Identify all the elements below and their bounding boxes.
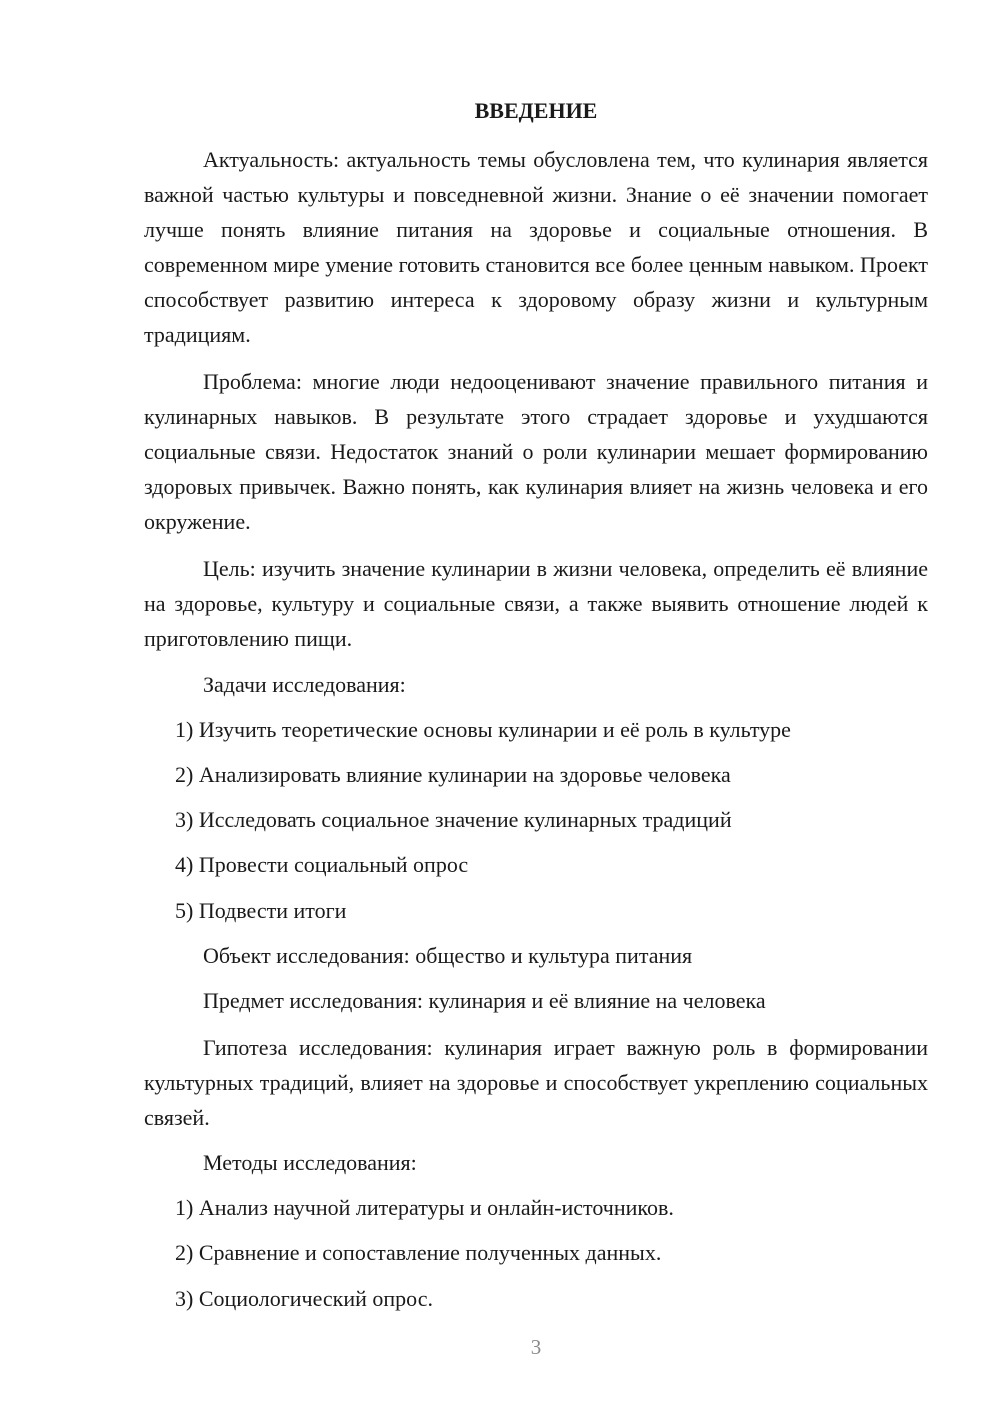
method-item: 2) Сравнение и сопоставление полученных данных. [175,1240,662,1265]
relevance-paragraph: Актуальность: актуальность темы обусловлена тем, что кулинария является важной частью культуры и повседневной жизни. Знание о её значении помогает лучше понять влияние питания на здоровье и социальные отношения. В современном мире умение готовить становится все более ценным навыком. Проект способствует развитию интереса к здоровому образу жизни и культурным традициям. [144,147,928,347]
research-subject: Предмет исследования: кулинария и её влияние на человека [203,988,766,1013]
page-number: 3 [530,1335,542,1359]
method-item: 3) Социологический опрос. [175,1286,433,1311]
task-item: 5) Подвести итоги [175,898,347,923]
task-item: 1) Изучить теоретические основы кулинарии и её роль в культуре [175,717,791,742]
method-item: 1) Анализ научной литературы и онлайн-источников. [175,1195,674,1220]
goal-paragraph: Цель: изучить значение кулинарии в жизни человека, определить её влияние на здоровье, культуру и социальные связи, а также выявить отношение людей к приготовлению пищи. [144,556,928,651]
tasks-title: Задачи исследования: [203,672,406,697]
section-heading: ВВЕДЕНИЕ [474,98,598,123]
hypothesis-paragraph: Гипотеза исследования: кулинария играет важную роль в формировании культурных традиций, влияет на здоровье и способствует укреплению социальных связей. [144,1035,928,1130]
research-object: Объект исследования: общество и культура питания [203,943,693,968]
task-item: 3) Исследовать социальное значение кулинарных традиций [175,807,732,832]
task-item: 4) Провести социальный опрос [175,852,469,877]
task-item: 2) Анализировать влияние кулинарии на здоровье человека [175,762,731,787]
methods-title: Методы исследования: [203,1150,417,1175]
problem-paragraph: Проблема: многие люди недооценивают значение правильного питания и кулинарных навыков. В результате этого страдает здоровье и ухудшаются социальные связи. Недостаток знаний о роли кулинарии мешает формированию здоровых привычек. Важно понять, как кулинария влияет на жизнь человека и его окружение. [144,369,928,534]
